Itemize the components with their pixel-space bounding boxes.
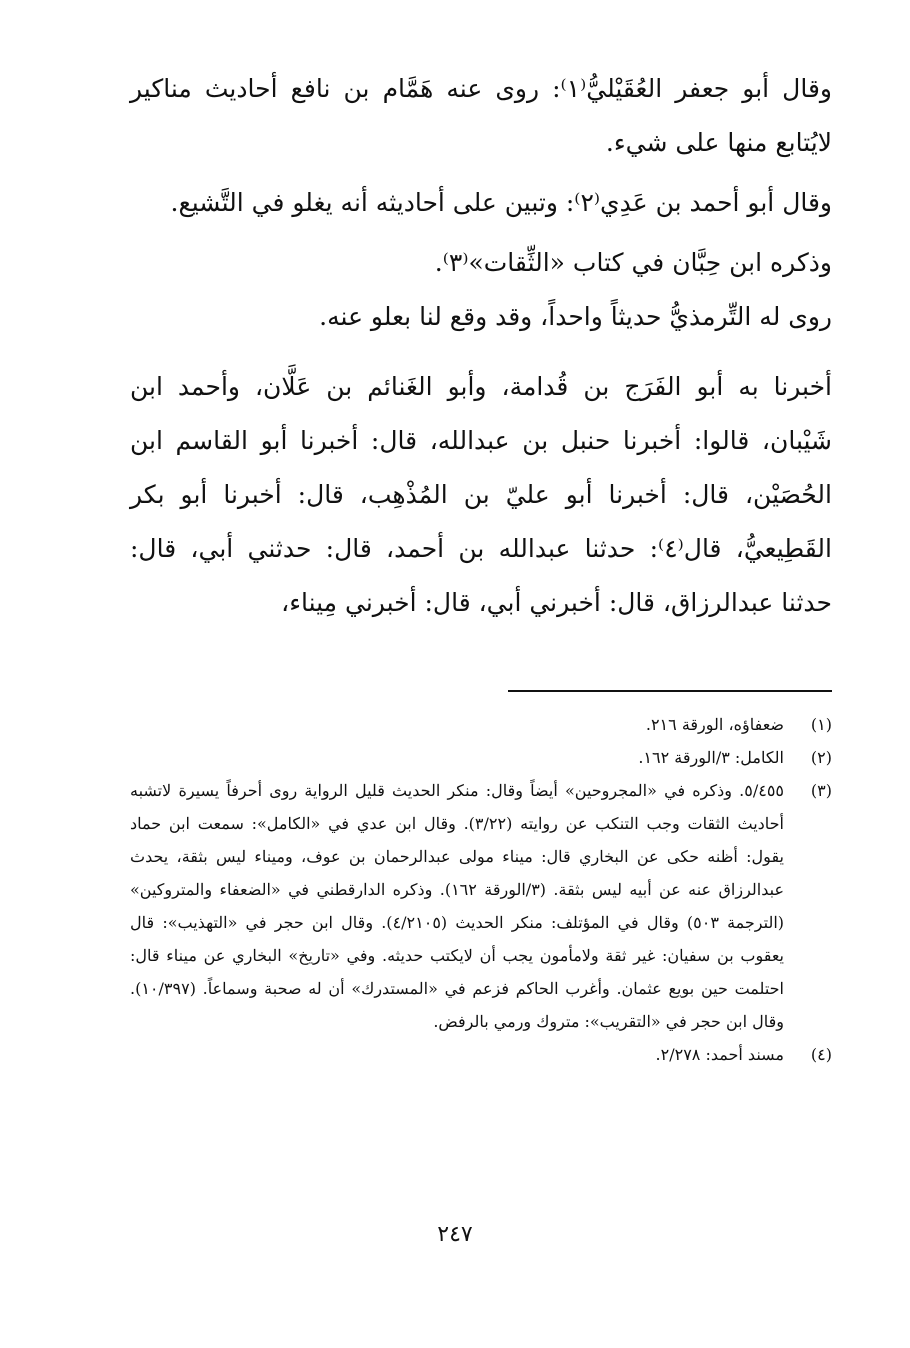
footnote-3 — [130, 774, 832, 1038]
footnote-2 — [130, 741, 832, 774]
footnote-number: (٤) — [810, 1045, 832, 1064]
paragraph-ibn-adi: وقال أبو أحمد بن عَدِي⁽٢⁾: وتبين على أحاديثه أنه يغلو في التَّشيع. — [170, 188, 832, 217]
footnote-text: مسند أحمد: ٢/٢٧٨. — [655, 1045, 784, 1064]
paragraph-isnad: أخبرنا به أبو الفَرَج بن قُدامة، وأبو الغَنائم بن عَلَّان، وأحمد ابن شَيْبان، قالوا: أخبرنا حنبل بن عبدالله، قال: أخبرنا أبو القاسم ابن الحُصَيْن، قال: أخبرنا أبو عليّ بن المُذْهِب، قال: أخبرنا أبو بكر القَطِيعيُّ، قال⁽٤⁾: حدثنا عبدالله بن أحمد، قال: حدثني أبي، قال: حدثنا عبدالرزاق، قال: أخبرني أبي، قال: أخبرني مِيناء، — [130, 372, 832, 617]
paragraph-tirmidhi: روى له التِّرمذيُّ حديثاً واحداً، وقد وقع لنا بعلو عنه. — [319, 302, 832, 331]
footnote-text: ٥/٤٥٥. وذكره في «المجروحين» أيضاً وقال: منكر الحديث قليل الرواية روى أحرفاً يسيرة لاتشبه أحاديث الثقات وجب التنكب عن روايته (٣/٢٢). وقال ابن عدي في «الكامل»: سمعت ابن حماد يقول: أظنه حكى عن البخاري قال: ميناء مولى عبدالرحمان بن عوف، وميناء ليس بثقة، يحدث عبدالرزاق عنه عن أبيه ليس بثقة. (٣/الورقة ١٦٢). وذكره الدارقطني في «الضعفاء والمتروكين» (الترجمة ٥٠٣) وقال في المؤتلف: منكر الحديث (٤/٢١٠٥). وقال ابن حجر في «التهذيب»: قال يعقوب بن سفيان: غير ثقة ولامأمون يجب أن لايكتب حديثه. وفي «تاريخ» البخاري عن ميناء قال: احتلمت حين بويع عثمان. وأغرب الحاكم فزعم في «المستدرك» أن له صحبة وسماعاً. (١٠/٣٩٧). وقال ابن حجر في «التقريب»: متروك ورمي بالرفض. — [130, 781, 785, 1031]
footnote-4 — [130, 1038, 832, 1071]
footnote-text: ضعفاؤه، الورقة ٢١٦. — [645, 715, 784, 734]
footnote-text: الكامل: ٣/الورقة ١٦٢. — [638, 748, 784, 767]
paragraph-ibn-hibban: وذكره ابن حِبَّان في كتاب «الثِّقات»⁽٣⁾. — [434, 248, 832, 277]
main-text — [130, 62, 832, 630]
footnote-1 — [130, 708, 832, 741]
footnote-divider — [508, 690, 832, 692]
paragraph-aqili: وقال أبو جعفر العُقَيْليُّ⁽١⁾: روى عنه هَمَّام بن نافع أحاديث مناكير لايُتابع منها على شيء. — [130, 74, 832, 157]
footnote-number: (٣) — [810, 781, 832, 800]
footnote-number: (١) — [810, 715, 832, 734]
footnotes — [130, 708, 832, 1071]
page-number: ٢٤٧ — [437, 1222, 473, 1247]
footnote-number: (٢) — [810, 748, 832, 767]
